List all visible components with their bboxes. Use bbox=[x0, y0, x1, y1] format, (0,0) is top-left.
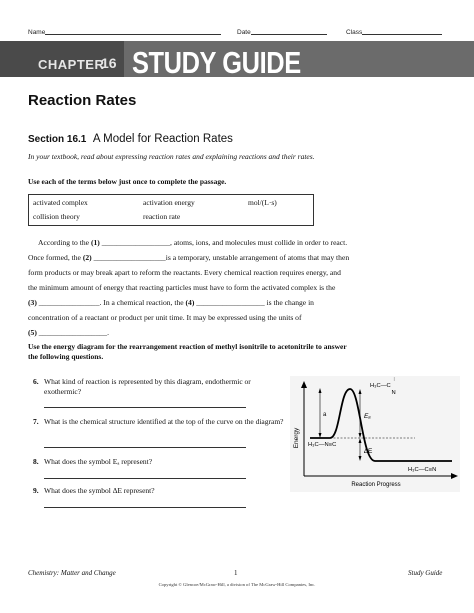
passage-line: According to the (1) __________________, atoms, ions, and molecules must collide in order to react. bbox=[38, 238, 348, 247]
answer-line-7[interactable] bbox=[44, 447, 246, 448]
label-ea: Eₐ bbox=[364, 413, 371, 420]
passage-line: Once formed, the (2) ___________________is a temporary, unstable arrangement of atoms that may then bbox=[28, 253, 350, 262]
answer-line-8[interactable] bbox=[44, 478, 246, 479]
label-a: a bbox=[323, 412, 327, 418]
blank-3[interactable]: (3) bbox=[28, 298, 37, 307]
question-9: 9. What does the symbol ∆E represent? bbox=[33, 486, 155, 495]
term: reaction rate bbox=[143, 212, 181, 221]
blank-5[interactable]: (5) bbox=[28, 328, 37, 337]
chapter-number: 16 bbox=[101, 55, 117, 71]
footer-study-guide: Study Guide bbox=[408, 569, 443, 577]
passage-line: the minimum amount of energy that reacting particles must have to form the activated complex is the bbox=[28, 283, 336, 292]
passage-line: (5) __________________. bbox=[28, 328, 109, 337]
passage bbox=[28, 235, 448, 340]
diagram-instruction: Use the energy diagram for the rearrangement reaction of methyl isonitrile to acetonitrile to answer the following questions. bbox=[28, 342, 347, 361]
blank-1[interactable]: (1) bbox=[90, 238, 100, 247]
transition-state-label: H₃C—C bbox=[370, 383, 391, 389]
term: mol/(L·s) bbox=[248, 198, 277, 207]
name-label: Name bbox=[28, 29, 46, 36]
y-axis-label: Energy bbox=[293, 427, 300, 449]
instruction-text: Use each of the terms below just once to complete the passage. bbox=[28, 177, 227, 186]
question-6: 6. What kind of reaction is represented by this diagram, endothermic or exothermic? bbox=[33, 377, 251, 396]
blank-2[interactable]: (2) bbox=[82, 253, 92, 262]
term: collision theory bbox=[33, 212, 80, 221]
passage-line: concentration of a reactant or product per unit time. It may be expressed using the units of bbox=[28, 313, 302, 322]
date-field[interactable] bbox=[237, 29, 251, 36]
chapter-banner bbox=[0, 41, 474, 77]
reactant-label: H₃C—N≡C bbox=[308, 442, 337, 448]
label-delta-e: ∆E bbox=[364, 448, 373, 455]
section-heading bbox=[28, 133, 233, 145]
question-7: 7. What is the chemical structure identified at the top of the curve on the diagram? bbox=[33, 417, 284, 426]
energy-diagram bbox=[290, 376, 460, 492]
answer-line-9[interactable] bbox=[44, 507, 246, 508]
intro-text: In your textbook, read about expressing reaction rates and explaining reactions and their rates. bbox=[28, 152, 315, 161]
page-number: 1 bbox=[234, 569, 238, 577]
answer-line-6[interactable] bbox=[44, 407, 246, 408]
transition-state-bond: ⁞ bbox=[393, 378, 395, 383]
product-label: H₃C—C≡N bbox=[408, 467, 437, 473]
blank-4[interactable]: (4) bbox=[185, 298, 195, 307]
x-axis-label: Reaction Progress bbox=[351, 482, 401, 488]
class-label: Class bbox=[346, 29, 363, 36]
transition-state-n: N bbox=[391, 390, 396, 396]
section-number: Section 16.1 bbox=[28, 134, 87, 145]
diagram-background bbox=[290, 376, 460, 492]
term: activation energy bbox=[143, 198, 195, 207]
chapter-word: CHAPTER bbox=[38, 57, 105, 72]
passage-line: (3) ________________. In a chemical reaction, the (4) __________________ is the change in bbox=[28, 298, 314, 307]
passage-line: form products or may break apart to reform the reactants. Every chemical reaction requires energy, and bbox=[28, 268, 341, 277]
copyright-notice: Copyright © Glencoe/McGraw-Hill, a division of The McGraw-Hill Companies, Inc. bbox=[158, 582, 316, 587]
name-field[interactable] bbox=[28, 29, 45, 36]
section-name: A Model for Reaction Rates bbox=[92, 133, 233, 145]
question-8: 8. What does the symbol Eₐ represent? bbox=[33, 457, 153, 466]
term-bank bbox=[28, 194, 314, 226]
date-label: Date bbox=[237, 29, 251, 36]
term: activated complex bbox=[33, 198, 88, 207]
study-guide-heading: STUDY GUIDE bbox=[132, 45, 301, 77]
class-field[interactable] bbox=[346, 29, 362, 36]
footer-book-title: Chemistry: Matter and Change bbox=[28, 569, 116, 577]
page-title: Reaction Rates bbox=[28, 92, 137, 109]
